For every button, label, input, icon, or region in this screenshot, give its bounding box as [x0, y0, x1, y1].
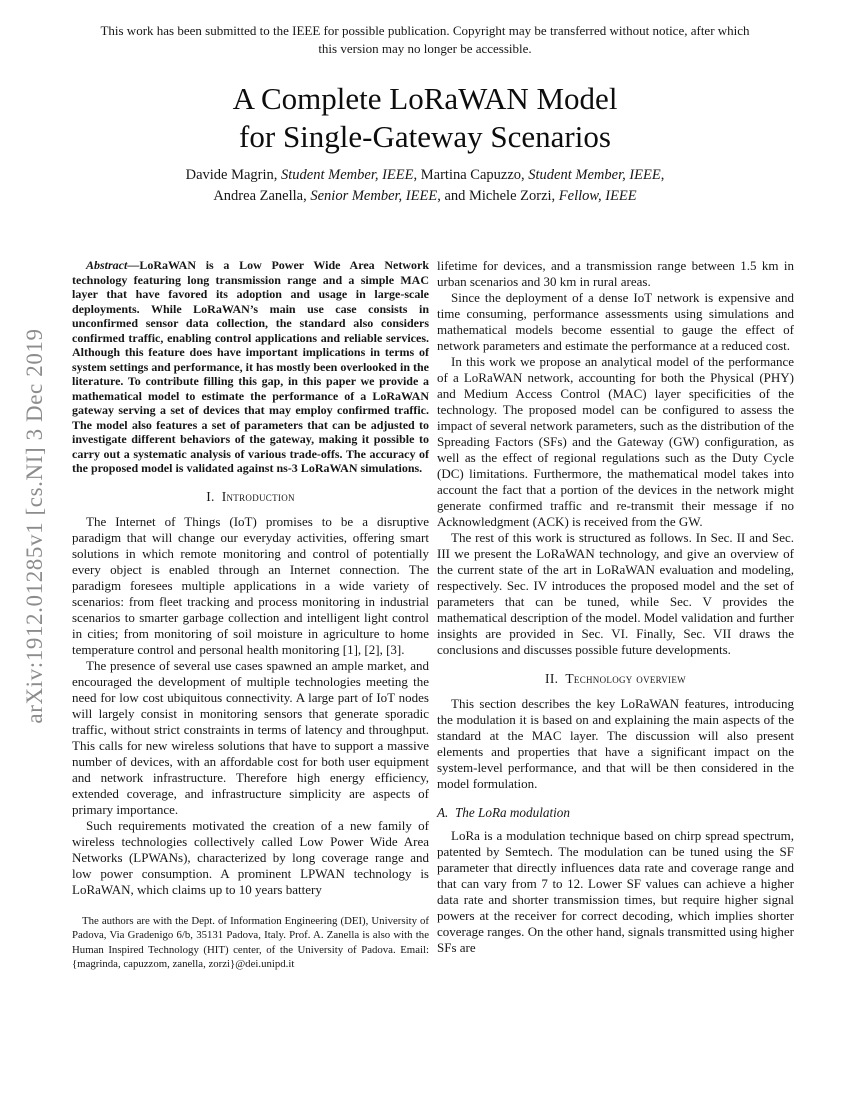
- abstract: [72, 258, 429, 476]
- author-line-1: [0, 165, 850, 186]
- author-name: , and Michele Zorzi,: [437, 188, 559, 205]
- technology-paragraph-1: This section describes the key LoRaWAN features, introducing the modulation it is based on and explaining the main aspects of the standard at the MAC layer. The discussion will also present elements and properties that have a significant impact on the system-level performance, and that will be then considered in the model formulation.: [437, 696, 794, 791]
- intro-paragraph-6: The rest of this work is structured as follows. In Sec. II and Sec. III we present the LoRaWAN technology, and give an overview of the current state of the art in LoRaWAN evaluation and modeling, respectively. Sec. IV introduces the proposed model and the set of parameters that can be tuned, while Sec. V provides the mathematical description of the model. Model validation and further insights are provided in Sec. VI. Finally, Sec. VII draws the conclusions and discusses possible future developments.: [437, 530, 794, 657]
- author-line-2: [0, 186, 850, 207]
- intro-paragraph-2: The presence of several use cases spawned an ample market, and encouraged the development of multiple technologies meeting the need for low cost ubiquitous connectivity. A large part of IoT nodes will largely consist in monitoring sensors that generate sporadic traffic, without strict constraints in terms of latency and throughput. This calls for new wireless solutions that have to support a massive number of devices, with an affordable cost for both user equipment and network infrastructure. Therefore high energy efficiency, extended coverage, and infrastructure simplicity are aspects of primary importance.: [72, 657, 429, 817]
- abstract-label: Abstract—: [86, 258, 140, 272]
- intro-paragraph-3-continued: lifetime for devices, and a transmission range between 1.5 km in urban scenarios and 30 km in rural areas.: [437, 258, 794, 289]
- author-list: [0, 165, 850, 207]
- author-footnote: The authors are with the Dept. of Information Engineering (DEI), University of Padova, Via Gradenigo 6/b, 35131 Padova, Italy. Prof. A. Zanella is also with the Human Inspired Technology (HIT) center, of the University of Padova. Email: {magrinda, capuzzom, zanella, zorzi}@dei.unipd.it: [72, 914, 429, 971]
- author-separator: ,: [660, 167, 665, 183]
- paper-title-line2: for Single-Gateway Scenarios: [239, 118, 611, 154]
- author-role: Student Member, IEEE: [281, 167, 414, 183]
- intro-paragraph-4: Since the deployment of a dense IoT network is expensive and time consuming, performance assessments using simulations and mathematical models become essential to gauge the effect of network parameters and estimate the performance at a reduced cost.: [437, 290, 794, 353]
- left-column: [72, 258, 429, 972]
- subsection-heading-lora-modulation: A. The LoRa modulation: [437, 805, 570, 820]
- submission-notice-line1: This work has been submitted to the IEEE for possible publication. Copyright may be transferred without notice, after which: [100, 23, 750, 38]
- author-role: Student Member, IEEE: [528, 167, 661, 183]
- author-name: Davide Magrin,: [185, 167, 282, 183]
- abstract-text: LoRaWAN is a Low Power Wide Area Network technology featuring long transmission range and a simple MAC layer that have favored its adoption and usage in large-scale deployments. While LoRaWAN’s main use case consists in unconfirmed sensor data collection, the standard also considers confirmed traffic, enabling control applications and reliable services. Although this feature does have important implications in terms of system settings and performance, it has mostly been overlooked in the literature. To contribute filling this gap, in this paper we provide a mathematical model to estimate the performance of a LoRaWAN gateway serving a set of devices that may employ confirmed traffic. The model also features a set of parameters that can be adjusted to investigate different behaviors of the gateway, making it possible to carry out a systematic analysis of various trade-offs. The accuracy of the proposed model is validated against ns-3 LoRaWAN simulations.: [72, 258, 429, 475]
- paper-title: [0, 80, 850, 156]
- section-heading-introduction: I. Introduction: [206, 488, 295, 504]
- intro-paragraph-3: Such requirements motivated the creation of a new family of wireless technologies collectively called Low Power Wide Area Networks (LPWANs), characterized by long coverage range and low power consumption. A prominent LPWAN technology is LoRaWAN, which claims up to 10 years battery: [72, 817, 429, 897]
- right-column: [437, 258, 794, 956]
- author-name: Andrea Zanella,: [213, 188, 311, 205]
- intro-paragraph-1: The Internet of Things (IoT) promises to be a disruptive paradigm that will change our everyday activities, offering smart solutions in which remote monitoring and control of potentially every object is enabled through an Internet connection. The paradigm foresees multiple applications in a wide variety of scenarios: from fleet tracking and process monitoring in industrial scenarios to smarter garbage collection and intelligent light control in cities; from monitoring of soil moisture in agriculture to home temperature control and personal health monitoring [1], [2], [3].: [72, 513, 429, 657]
- author-name: , Martina Capuzzo,: [413, 167, 529, 183]
- author-role: Fellow, IEEE: [558, 188, 637, 205]
- paper-title-line1: A Complete LoRaWAN Model: [232, 81, 618, 116]
- arxiv-identifier-sidebar: arXiv:1912.01285v1 [cs.NI] 3 Dec 2019: [22, 328, 47, 724]
- lora-modulation-paragraph-1: LoRa is a modulation technique based on chirp spread spectrum, patented by Semtech. The modulation can be tuned using the SF parameter that directly influences data rate and coverage range and that can vary from 7 to 12. Lower SF values can achieve a higher data rate and shorter transmission times, but require higher signal powers at the receiver for correct decoding, which implies shorter coverage ranges. On the other hand, signals transmitted using higher SFs are: [437, 828, 794, 955]
- submission-notice: [45, 22, 805, 58]
- section-heading-technology-overview: II. Technology overview: [545, 671, 686, 686]
- intro-paragraph-5: In this work we propose an analytical model of the performance of a LoRaWAN network, accounting for both the Physical (PHY) and Medium Access Control (MAC) layer specificities of the technology. The proposed model can be configured to assess the impact of several network parameters, such as the distribution of the Spreading Factors (SFs) and the Gateway (GW) configuration, as well as the effect of regional regulations such as the Duty Cycle (DC) limitations. Furthermore, the mathematical model takes into account the fact that a portion of the devices in the network might generate confirmed traffic and re-transmit their message if no Acknowledgment (ACK) is received from the GW.: [437, 354, 794, 529]
- author-role: Senior Member, IEEE: [310, 188, 438, 205]
- submission-notice-line2: this version may no longer be accessible.: [318, 41, 532, 57]
